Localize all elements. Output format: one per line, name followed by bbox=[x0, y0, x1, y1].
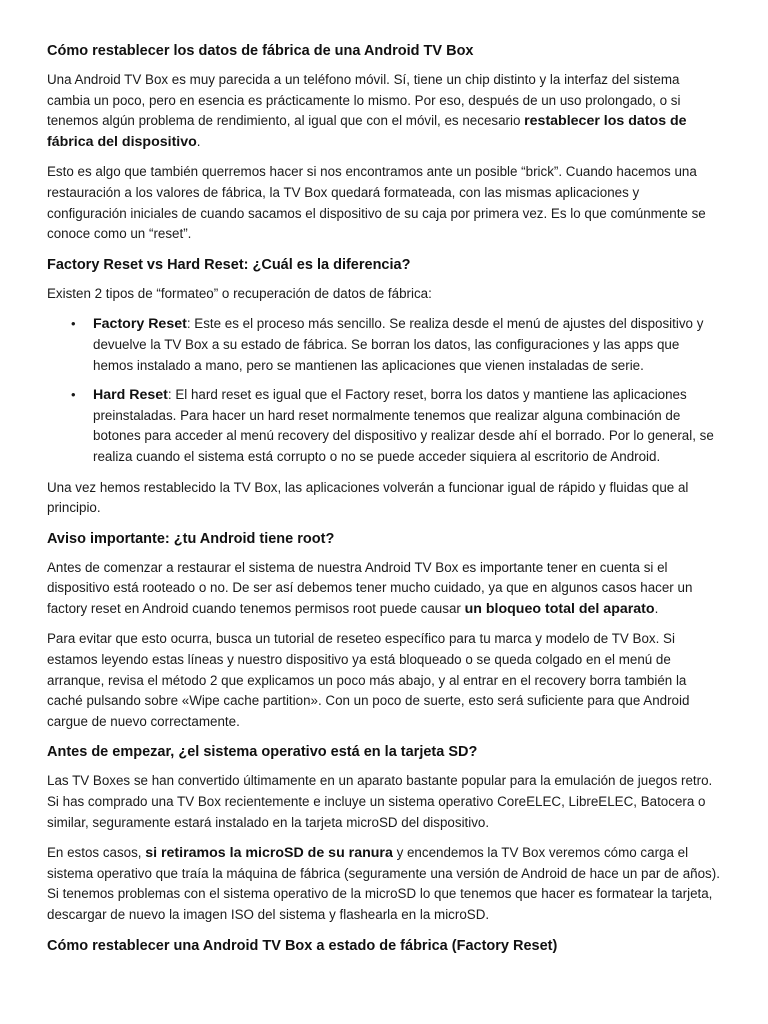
heading-factory-vs-hard: Factory Reset vs Hard Reset: ¿Cuál es la diferencia? bbox=[47, 256, 411, 273]
paragraph-tv-boxes: Las TV Boxes se han convertido últimamente en un aparato bastante popular para la emulación de juegos retro. Si has comprado una TV Box recientemente e incluye un sistema operativo CoreELEC, LibreELEC, Batocera o similar, seguramente estará instalado en la tarjeta microSD del dispositivo. bbox=[47, 773, 713, 830]
paragraph-restablecido: Una vez hemos restablecido la TV Box, las aplicaciones volverán a funcionar igual de rápido y fluidas que al principio. bbox=[47, 479, 689, 516]
bold-bloqueo: un bloqueo total del aparato bbox=[464, 600, 655, 617]
bullet-icon: • bbox=[71, 316, 76, 332]
heading-aviso-root: Aviso importante: ¿tu Android tiene root? bbox=[47, 530, 335, 547]
bullet-icon: • bbox=[71, 387, 76, 403]
heading-factory-reset: Cómo restablecer una Android TV Box a estado de fábrica (Factory Reset) bbox=[47, 937, 558, 954]
heading-tarjeta-sd: Antes de empezar, ¿el sistema operativo está en la tarjeta SD? bbox=[47, 744, 478, 761]
term-hard-reset: Hard Reset bbox=[93, 387, 168, 404]
bold-microsd: si retiramos la microSD de su ranura bbox=[145, 845, 393, 862]
list-item-hard-reset: • Hard Reset: El hard reset es igual que el Factory reset, borra los datos y mantiene las aplicaciones preinstaladas. Para hacer un hard reset normalmente tenemos que realizar alguna combinación de botones para acceder al menú recovery del dispositivo y realizar desde ahí el borrado. Por lo general, se realiza cuando el sistema está corrupto o no se puede acceder siquiera al escritorio de Android. bbox=[71, 387, 714, 464]
bold-restablecer: restablecer los datos de fábrica del dispositivo bbox=[47, 113, 687, 150]
list-item-factory-reset: • Factory Reset: Este es el proceso más sencillo. Se realiza desde el menú de ajustes del dispositivo y devuelve la TV Box a su estado de fábrica. Se borran los datos, las configuraciones y las apps que hemos instalado a mano, pero se mantienen las aplicaciones que vienen instaladas de serie. bbox=[71, 316, 704, 373]
paragraph-brick: Esto es algo que también querremos hacer si nos encontramos ante un posible “brick”. Cuando hacemos una restauración a los valores de fábrica, la TV Box quedará formateada, con las mismas aplicaciones y configuración iniciales de cuando sacamos el dispositivo de su caja por primera vez. Es lo que comúnmente se conoce como un “reset”. bbox=[47, 164, 706, 242]
term-factory-reset: Factory Reset bbox=[93, 316, 187, 333]
heading-restablecer-datos: Cómo restablecer los datos de fábrica de una Android TV Box bbox=[47, 43, 474, 59]
paragraph-intro: Una Android TV Box es muy parecida a un teléfono móvil. Sí, tiene un chip distinto y la interfaz del sistema cambia un poco, pero en esencia es prácticamente lo mismo. Por eso, después de un uso prolongado, o si tenemos algún problema de rendimiento, al igual que con el móvil, es necesario restablecer los datos de fábrica del dispositivo. bbox=[47, 72, 687, 150]
paragraph-evitar: Para evitar que esto ocurra, busca un tutorial de reseteo específico para tu marca y modelo de TV Box. Si estamos leyendo estas líneas y nuestro dispositivo ya está bloqueado o se queda colgado en el menú de arranque, revisa el método 2 que explicamos un poco más abajo, y al entrar en el recovery borra también la caché pulsando sobre «Wipe cache partition». Con un poco de suerte, esto será suficiente para que Android cargue de nuevo correctamente. bbox=[47, 631, 690, 729]
paragraph-root: Antes de comenzar a restaurar el sistema de nuestra Android TV Box es importante tener en cuenta si el dispositivo está rooteado o no. De ser así debemos tener mucho cuidado, ya que en algunos casos hacer un factory reset en Android cuando tenemos permisos root puede causar un bloqueo total del aparato. bbox=[47, 559, 693, 617]
paragraph-microsd: En estos casos, si retiramos la microSD de su ranura y encendemos la TV Box veremos cómo carga el sistema operativo que traía la máquina de fábrica (seguramente una versión de Android de hace un par de años). Si tenemos problemas con el sistema operativo de la microSD lo que tenemos que hacer es formatear la tarjeta, descargar de nuevo la imagen ISO del sistema y flashearla en la microSD. bbox=[47, 845, 720, 922]
paragraph-tipos: Existen 2 tipos de “formateo” o recuperación de datos de fábrica: bbox=[47, 285, 432, 301]
reset-types-list bbox=[47, 314, 722, 467]
